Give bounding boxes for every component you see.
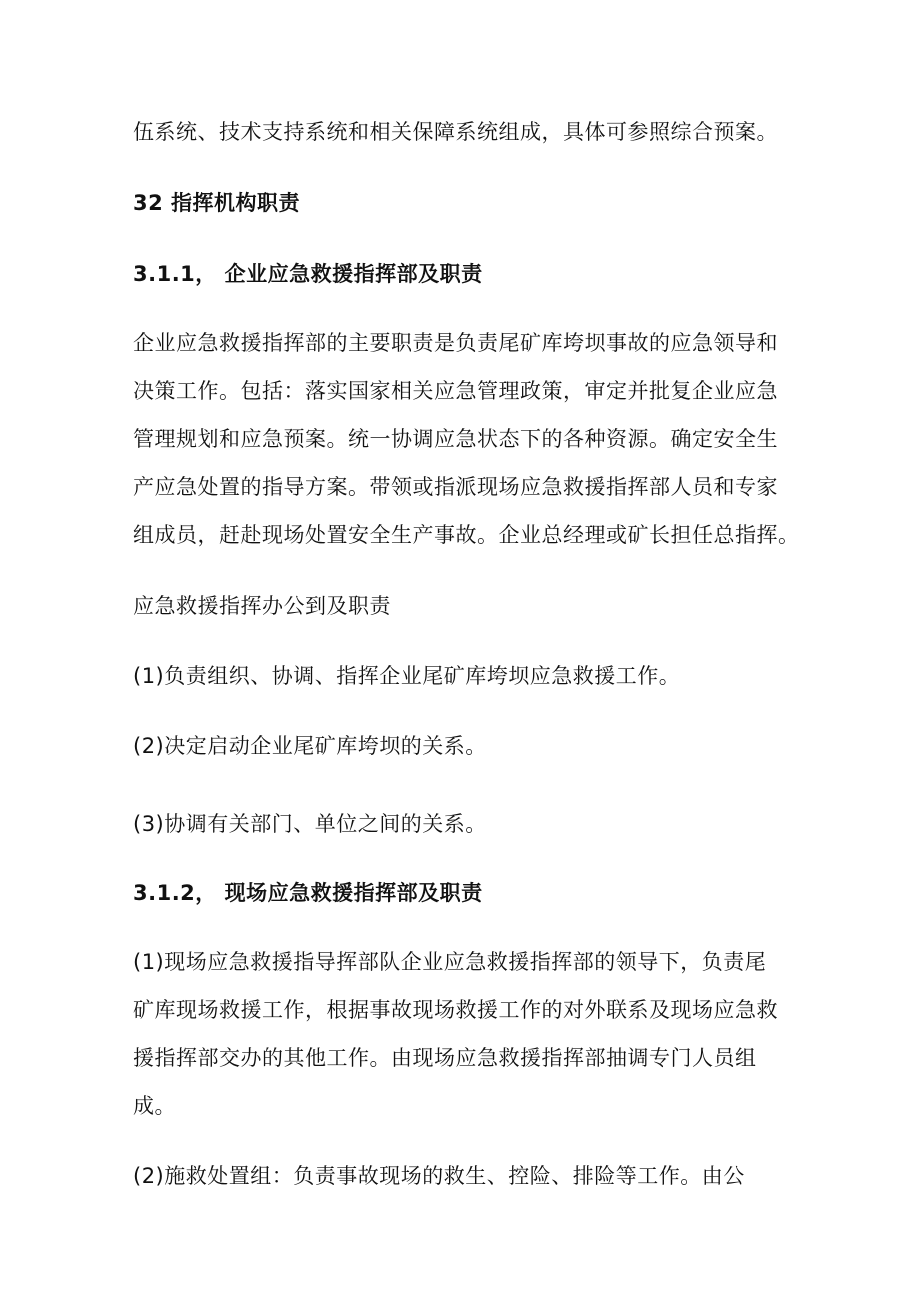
subsection-heading: 3.1.2， 现场应急救援指挥部及职责	[133, 881, 483, 905]
paragraph-line: 组成员，赶赴现场处置安全生产事故。企业总经理或矿长担任总指挥。	[133, 523, 800, 547]
paragraph-line: 企业应急救援指挥部的主要职责是负责尾矿库垮坝事故的应急领导和	[133, 331, 778, 355]
paragraph-line: 决策工作。包括：落实国家相关应急管理政策，审定并批复企业应急	[133, 379, 778, 403]
list-item: (3)协调有关部门、单位之间的关系。	[133, 812, 487, 836]
paragraph-line: 应急救援指挥办公到及职责	[133, 594, 391, 618]
subsection-heading: 3.1.1， 企业应急救援指挥部及职责	[133, 262, 483, 286]
paragraph-line: 成。	[133, 1094, 176, 1118]
list-item: (2)施救处置组：负责事故现场的救生、控险、排险等工作。由公	[133, 1164, 745, 1188]
paragraph-line: 矿库现场救援工作，根据事故现场救援工作的对外联系及现场应急救	[133, 998, 778, 1022]
paragraph-line: 援指挥部交办的其他工作。由现场应急救援指挥部抽调专门人员组	[133, 1046, 757, 1070]
paragraph-line: 产应急处置的指导方案。带领或指派现场应急救援指挥部人员和专家	[133, 475, 778, 499]
paragraph-line: 伍系统、技术支持系统和相关保障系统组成，具体可参照综合预案。	[133, 120, 778, 144]
paragraph-line: 管理规划和应急预案。统一协调应急状态下的各种资源。确定安全生	[133, 427, 778, 451]
list-item: (1)负责组织、协调、指挥企业尾矿库垮坝应急救援工作。	[133, 664, 681, 688]
list-item: (2)决定启动企业尾矿库垮坝的关系。	[133, 734, 487, 758]
section-heading: 32 指挥机构职责	[133, 191, 301, 215]
list-item: (1)现场应急救援指导挥部队企业应急救援指挥部的领导下，负责尾	[133, 950, 767, 974]
